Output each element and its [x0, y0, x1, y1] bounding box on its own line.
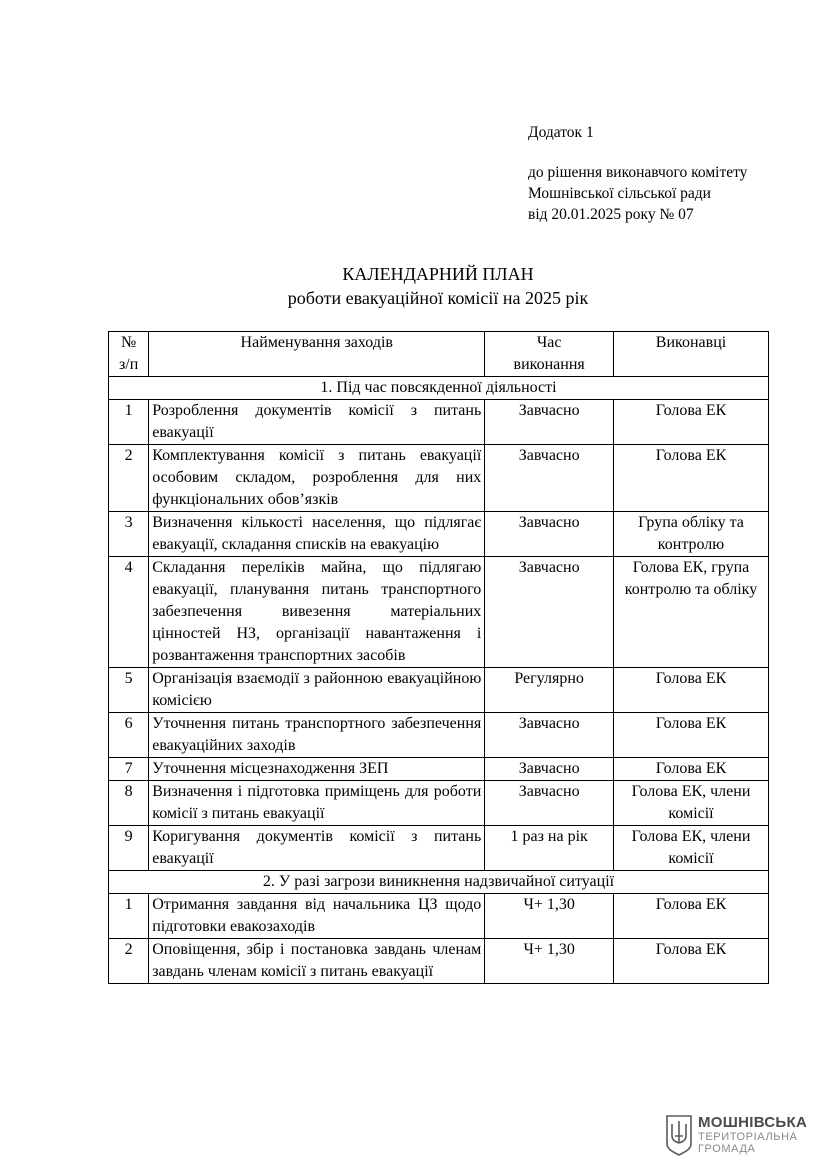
row-name: Організація взаємодії з районною евакуаційною комісією — [149, 668, 485, 713]
row-num: 7 — [109, 758, 149, 781]
row-exec: Голова ЕК, група контролю та обліку — [614, 557, 769, 668]
row-name: Розроблення документів комісії з питань евакуації — [149, 400, 485, 445]
section-title: 1. Під час повсякденної діяльності — [109, 377, 769, 400]
trident-icon — [666, 1114, 692, 1156]
table-row — [109, 400, 769, 445]
appendix-block — [528, 122, 747, 225]
logo-line-1: МОШНІВСЬКА — [698, 1114, 808, 1131]
header-time — [485, 332, 614, 377]
header-time-line-1: Час — [536, 334, 562, 351]
row-name: Визначення кількості населення, що підлягає евакуації, складання списків на евакуацію — [149, 512, 485, 557]
row-num: 5 — [109, 668, 149, 713]
row-time: Завчасно — [485, 758, 614, 781]
logo-line-3: ГРОМАДА — [698, 1143, 756, 1155]
row-exec: Голова ЕК, члени комісії — [614, 781, 769, 826]
table-row — [109, 939, 769, 984]
row-exec: Голова ЕК — [614, 400, 769, 445]
appendix-line-1: до рішення виконавчого комітету — [528, 164, 748, 181]
header-exec: Виконавці — [614, 332, 769, 377]
row-time: Завчасно — [485, 400, 614, 445]
row-time: Завчасно — [485, 445, 614, 512]
appendix-line-3: від 20.01.2025 року № 07 — [528, 206, 694, 223]
table-row — [109, 758, 769, 781]
row-num: 6 — [109, 713, 149, 758]
row-exec: Голова ЕК — [614, 758, 769, 781]
row-name: Складання переліків майна, що підлягаю евакуації, планування питань транспортного забезпечення вивезення матеріальних цінностей НЗ, організації навантаження і розвантаження транспортних засобів — [149, 557, 485, 668]
table-row — [109, 894, 769, 939]
header-name: Найменування заходів — [149, 332, 485, 377]
row-time: Регулярно — [485, 668, 614, 713]
row-exec: Група обліку та контролю — [614, 512, 769, 557]
header-num-line-1: № — [120, 334, 137, 351]
header-num-line-2: з/п — [118, 356, 139, 373]
row-exec: Голова ЕК, члени комісії — [614, 826, 769, 871]
table-row — [109, 668, 769, 713]
row-num: 2 — [109, 939, 149, 984]
row-time: Ч+ 1,30 — [485, 894, 614, 939]
table-row — [109, 557, 769, 668]
appendix-line-2: Мошнівської сільської ради — [528, 185, 711, 202]
row-name: Оповіщення, збір і постановка завдань членам завдань членам комісії з питань евакуації — [149, 939, 485, 984]
table-header-row — [109, 332, 769, 377]
header-time-line-2: виконання — [513, 356, 585, 373]
plan-table — [108, 331, 769, 984]
row-name: Отримання завдання від начальника ЦЗ щодо підготовки евакозаходів — [149, 894, 485, 939]
row-exec: Голова ЕК — [614, 713, 769, 758]
community-logo — [666, 1114, 807, 1156]
table-row — [109, 445, 769, 512]
title-block — [108, 262, 768, 310]
logo-line-2: ТЕРИТОРІАЛЬНА — [698, 1131, 798, 1143]
row-exec: Голова ЕК — [614, 894, 769, 939]
row-exec: Голова ЕК — [614, 939, 769, 984]
row-exec: Голова ЕК — [614, 668, 769, 713]
row-num: 1 — [109, 400, 149, 445]
row-exec: Голова ЕК — [614, 445, 769, 512]
header-num — [109, 332, 149, 377]
row-name: Уточнення місцезнаходження ЗЕП — [149, 758, 485, 781]
row-time: Завчасно — [485, 557, 614, 668]
row-num: 8 — [109, 781, 149, 826]
section-row — [109, 377, 769, 400]
row-num: 4 — [109, 557, 149, 668]
row-time: Завчасно — [485, 512, 614, 557]
section-row — [109, 871, 769, 894]
appendix-label: Додаток 1 — [528, 124, 594, 141]
row-time: Завчасно — [485, 713, 614, 758]
row-time: 1 раз на рік — [485, 826, 614, 871]
row-name: Коригування документів комісії з питань евакуації — [149, 826, 485, 871]
row-time: Ч+ 1,30 — [485, 939, 614, 984]
page-subtitle: роботи евакуаційної комісії на 2025 рік — [287, 288, 589, 308]
row-name: Уточнення питань транспортного забезпечення евакуаційних заходів — [149, 713, 485, 758]
section-title: 2. У разі загрози виникнення надзвичайної ситуації — [109, 871, 769, 894]
table-row — [109, 826, 769, 871]
row-name: Визначення і підготовка приміщень для роботи комісії з питань евакуації — [149, 781, 485, 826]
logo-text — [698, 1115, 807, 1155]
page-title: КАЛЕНДАРНИЙ ПЛАН — [342, 264, 534, 284]
row-name: Комплектування комісії з питань евакуації особовим складом, розроблення для них функціональних обов’язків — [149, 445, 485, 512]
row-time: Завчасно — [485, 781, 614, 826]
table-row — [109, 512, 769, 557]
row-num: 3 — [109, 512, 149, 557]
row-num: 2 — [109, 445, 149, 512]
row-num: 9 — [109, 826, 149, 871]
table-row — [109, 713, 769, 758]
table-row — [109, 781, 769, 826]
row-num: 1 — [109, 894, 149, 939]
